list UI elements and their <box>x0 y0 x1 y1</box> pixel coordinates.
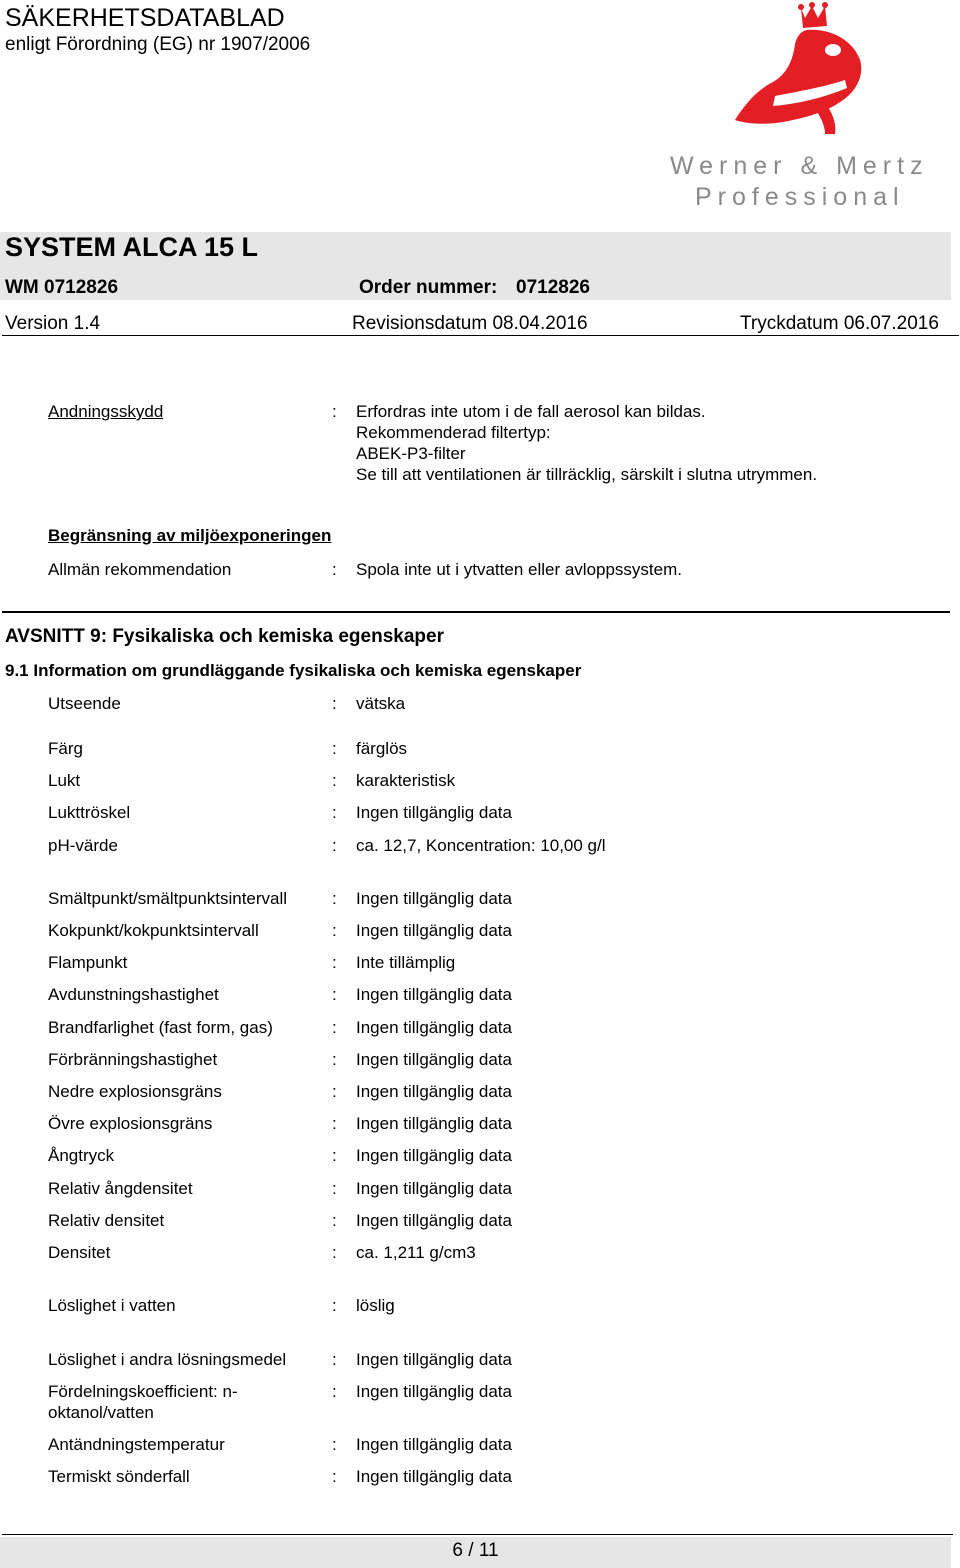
colon: : <box>332 889 337 908</box>
property-value: ca. 12,7, Koncentration: 10,00 g/l <box>356 836 606 855</box>
page-number: 6 / 11 <box>452 1540 499 1561</box>
logo-line-1: Werner & Mertz <box>670 152 929 180</box>
document-title: SÄKERHETSDATABLAD <box>5 4 285 32</box>
property-label: Fördelningskoefficient: n- <box>48 1382 238 1401</box>
property-label: Relativ densitet <box>48 1211 165 1230</box>
property-label: Nedre explosionsgräns <box>48 1082 222 1101</box>
property-value: Ingen tillgänglig data <box>356 1082 512 1101</box>
colon: : <box>332 1146 337 1165</box>
colon: : <box>332 1018 337 1037</box>
property-value: vätska <box>356 694 406 713</box>
property-value: Ingen tillgänglig data <box>356 1146 512 1165</box>
property-value: Ingen tillgänglig data <box>356 889 512 908</box>
property-label: Färg <box>48 739 83 758</box>
colon: : <box>332 921 337 940</box>
property-value: Ingen tillgänglig data <box>356 1050 512 1069</box>
colon: : <box>332 1296 337 1315</box>
brand-logo <box>655 0 955 215</box>
property-value: löslig <box>356 1296 395 1315</box>
section-title: AVSNITT 9: Fysikaliska och kemiska egenskaper <box>5 626 444 647</box>
property-value: Ingen tillgänglig data <box>356 1114 512 1133</box>
property-label: Flampunkt <box>48 953 128 972</box>
colon: : <box>332 1350 337 1369</box>
property-label: Smältpunkt/smältpunktsintervall <box>48 889 288 908</box>
property-value: färglös <box>356 739 408 758</box>
property-label: Ångtryck <box>48 1146 115 1165</box>
section-rule <box>2 611 950 613</box>
colon: : <box>332 1082 337 1101</box>
property-value: Ingen tillgänglig data <box>356 921 512 940</box>
property-label: Brandfarlighet (fast form, gas) <box>48 1018 273 1037</box>
property-label: Löslighet i andra lösningsmedel <box>48 1350 287 1369</box>
property-value: Ingen tillgänglig data <box>356 1211 512 1230</box>
logo-line-2: Professional <box>695 183 905 211</box>
colon: : <box>332 1435 337 1454</box>
property-value: Ingen tillgänglig data <box>356 1018 512 1037</box>
respiratory-label: Andningsskydd <box>48 402 164 421</box>
property-label: Övre explosionsgräns <box>48 1114 213 1133</box>
property-label: Densitet <box>48 1243 111 1262</box>
property-value: ca. 1,211 g/cm3 <box>356 1243 476 1262</box>
property-value: Inte tillämplig <box>356 953 456 972</box>
colon: : <box>332 1179 337 1198</box>
header-rule <box>2 335 959 336</box>
colon: : <box>332 739 337 758</box>
environment-label: Allmän rekommendation <box>48 560 232 579</box>
product-name: SYSTEM ALCA 15 L <box>5 232 259 262</box>
property-label-continued: oktanol/vatten <box>48 1403 154 1422</box>
order-label: Order nummer: <box>359 277 498 298</box>
colon: : <box>332 402 337 421</box>
property-label: pH-värde <box>48 836 118 855</box>
property-label: Lukt <box>48 771 81 790</box>
wm-number: WM 0712826 <box>5 277 119 298</box>
environment-heading: Begränsning av miljöexponeringen <box>48 526 332 545</box>
frog-icon <box>655 0 955 140</box>
property-label: Antändningstemperatur <box>48 1435 225 1454</box>
environment-value: Spola inte ut i ytvatten eller avloppssystem. <box>356 560 682 579</box>
regulation-reference: enligt Förordning (EG) nr 1907/2006 <box>5 34 311 55</box>
colon: : <box>332 1114 337 1133</box>
property-value: karakteristisk <box>356 771 456 790</box>
property-label: Lukttröskel <box>48 803 131 822</box>
property-value: Ingen tillgänglig data <box>356 803 512 822</box>
revision-date: Revisionsdatum 08.04.2016 <box>352 313 588 334</box>
colon: : <box>332 1467 337 1486</box>
footer-rule <box>2 1534 953 1535</box>
colon: : <box>332 694 337 713</box>
colon: : <box>332 985 337 1004</box>
property-value: Ingen tillgänglig data <box>356 985 512 1004</box>
order-number: 0712826 <box>516 277 590 298</box>
property-label: Förbränningshastighet <box>48 1050 218 1069</box>
colon: : <box>332 560 337 579</box>
colon: : <box>332 1243 337 1262</box>
property-label: Utseende <box>48 694 121 713</box>
respiratory-value: Erfordras inte utom i de fall aerosol kan bildas. Rekommenderad filtertyp: ABEK-P3-filter Se till att ventilationen är tillräcklig, särskilt i slutna utrymmen. <box>356 402 818 484</box>
property-value: Ingen tillgänglig data <box>356 1350 512 1369</box>
property-label: Relativ ångdensitet <box>48 1179 193 1198</box>
print-date: Tryckdatum 06.07.2016 <box>740 313 939 334</box>
property-label: Kokpunkt/kokpunktsintervall <box>48 921 259 940</box>
colon: : <box>332 803 337 822</box>
colon: : <box>332 836 337 855</box>
colon: : <box>332 1382 337 1401</box>
colon: : <box>332 953 337 972</box>
property-value: Ingen tillgänglig data <box>356 1179 512 1198</box>
property-value: Ingen tillgänglig data <box>356 1382 512 1401</box>
colon: : <box>332 1211 337 1230</box>
version: Version 1.4 <box>5 313 101 334</box>
colon: : <box>332 771 337 790</box>
colon: : <box>332 1050 337 1069</box>
property-label: Avdunstningshastighet <box>48 985 219 1004</box>
section-subtitle: 9.1 Information om grundläggande fysikaliska och kemiska egenskaper <box>5 661 582 680</box>
property-label: Termiskt sönderfall <box>48 1467 190 1486</box>
property-value: Ingen tillgänglig data <box>356 1435 512 1454</box>
property-value: Ingen tillgänglig data <box>356 1467 512 1486</box>
property-label: Löslighet i vatten <box>48 1296 176 1315</box>
